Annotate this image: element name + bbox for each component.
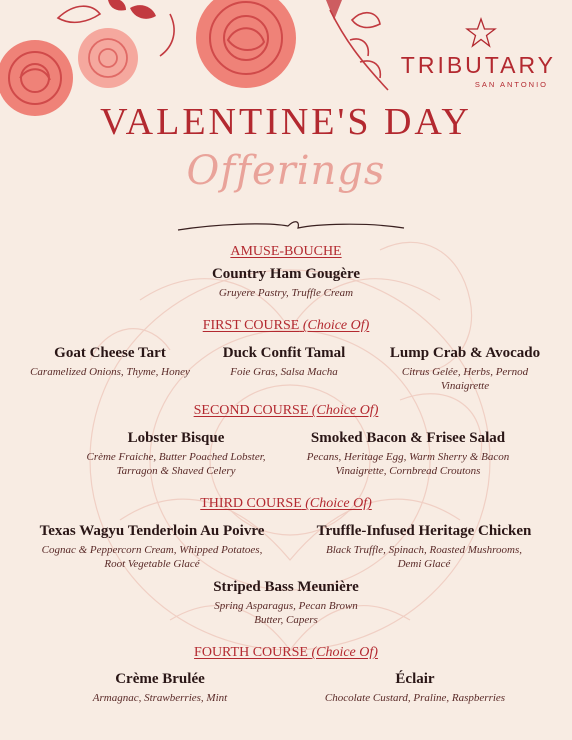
page-title: VALENTINE'S DAY — [100, 101, 472, 143]
course-heading-first: FIRST COURSE (Choice Of) — [202, 318, 370, 333]
dish-item — [294, 523, 554, 571]
course-heading-second: SECOND COURSE (Choice Of) — [193, 403, 379, 418]
dish-name: Country Ham Gougère — [211, 266, 361, 282]
dish-name: Smoked Bacon & Frisee Salad — [310, 430, 506, 446]
dish-description-line: Spring Asparagus, Pecan Brown — [214, 600, 358, 612]
dish-description: Foie Gras, Salsa Macha — [230, 366, 338, 378]
dish-item — [166, 579, 406, 627]
dish-description-line: Root Vegetable Glacé — [104, 558, 200, 570]
course-heading-amuse: AMUSE-BOUCHE — [230, 244, 342, 259]
dish-name: Truffle-Infused Heritage Chicken — [316, 523, 532, 539]
dish-name: Duck Confit Tamal — [222, 345, 346, 361]
dish-item — [60, 430, 292, 478]
dish-name: Lobster Bisque — [127, 430, 225, 446]
dish-description: Caramelized Onions, Thyme, Honey — [30, 366, 190, 378]
dish-description-line: Cognac & Peppercorn Cream, Whipped Potatoes, — [41, 544, 263, 556]
dish-name: Éclair — [395, 671, 435, 687]
star-logo-icon — [464, 16, 498, 50]
dish-name: Goat Cheese Tart — [54, 345, 166, 361]
dish-item — [10, 345, 210, 379]
dish-name: Striped Bass Meunière — [213, 579, 359, 595]
dish-item — [290, 430, 526, 478]
dish-description: Chocolate Custard, Praline, Raspberries — [324, 692, 506, 704]
dish-description-line: Vinaigrette — [440, 380, 490, 392]
dish-description-line: Tarragon & Shaved Celery — [116, 465, 236, 477]
dish-item — [60, 671, 260, 705]
dish-description-line: Butter, Capers — [254, 614, 318, 626]
dish-description: Gruyere Pastry, Truffle Cream — [218, 287, 354, 299]
divider-flourish — [176, 216, 406, 236]
dish-description-line: Black Truffle, Spinach, Roasted Mushrooms, — [325, 544, 523, 556]
dish-description: Armagnac, Strawberries, Mint — [92, 692, 228, 704]
dish-name: Texas Wagyu Tenderloin Au Poivre — [39, 523, 265, 539]
dish-description-line: Vinaigrette, Cornbread Croutons — [335, 465, 481, 477]
dish-name: Crème Brulée — [115, 671, 205, 687]
brand-name: TRIBUTARY — [400, 52, 556, 78]
page-subtitle: Offerings — [186, 148, 386, 194]
course-heading-fourth: FOURTH COURSE (Choice Of) — [194, 645, 378, 660]
dish-item — [10, 523, 294, 571]
dish-item — [300, 671, 530, 705]
dish-description-line: Pecans, Heritage Egg, Warm Sherry & Bacon — [306, 451, 510, 463]
dish-description-line: Crème Fraiche, Butter Poached Lobster, — [86, 451, 266, 463]
dish-item — [370, 345, 560, 393]
course-heading-third: THIRD COURSE (Choice Of) — [200, 496, 372, 511]
brand-location: SAN ANTONIO — [474, 80, 548, 89]
dish-item — [200, 345, 368, 379]
dish-description-line: Demi Glacé — [397, 558, 451, 570]
dish-name: Lump Crab & Avocado — [389, 345, 541, 361]
dish-description-line: Citrus Gelée, Herbs, Pernod — [401, 366, 529, 378]
